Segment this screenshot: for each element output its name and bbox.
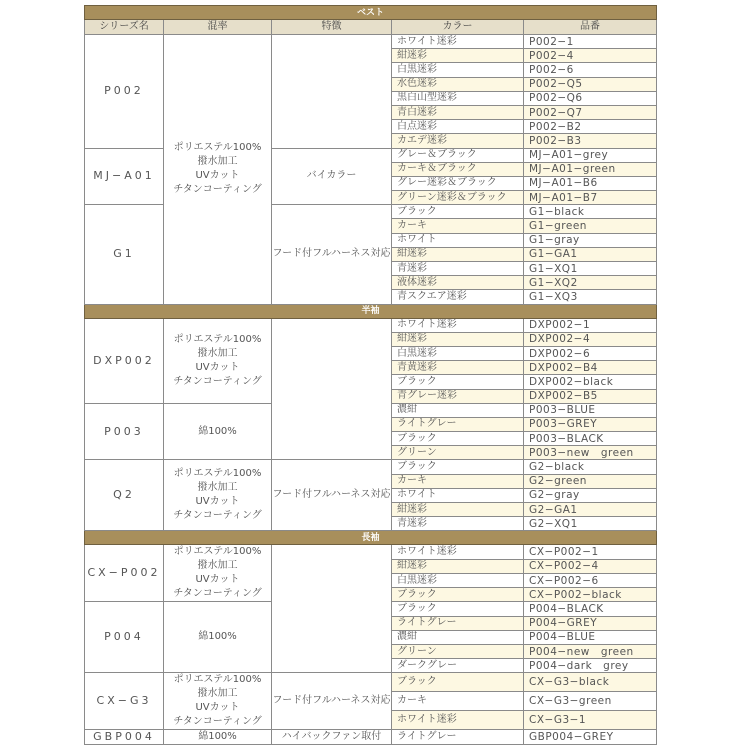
series-name: G1: [85, 205, 164, 304]
series-name: CX−G3: [85, 673, 164, 730]
product-code: P003−BLACK: [524, 432, 657, 446]
color-name: 青迷彩: [392, 262, 524, 276]
feature: フード付フルハーネス対応: [272, 673, 392, 730]
product-code: CX−G3−green: [524, 692, 657, 711]
feature: フード付フルハーネス対応: [272, 460, 392, 531]
product-code: P002−Q6: [524, 91, 657, 105]
product-code: DXP002−4: [524, 332, 657, 346]
blend-line: UVカット: [195, 702, 240, 714]
blend-line: UVカット: [195, 496, 240, 508]
product-code: P003−BLUE: [524, 403, 657, 417]
color-name: ブラック: [392, 588, 524, 602]
blend-line: 撥水加工: [197, 482, 238, 494]
color-name: 白黒迷彩: [392, 573, 524, 587]
product-code: P004−new green: [524, 644, 657, 658]
feature: ハイバックファン取付: [272, 730, 392, 745]
product-code: P004−GREY: [524, 616, 657, 630]
blend-line: 撥水加工: [197, 156, 238, 168]
blend-line: チタンコーティング: [173, 716, 262, 728]
blend-ratio: [164, 545, 272, 602]
series-name: CX−P002: [85, 545, 164, 602]
color-name: ブラック: [392, 375, 524, 389]
color-name: ライトグレー: [392, 730, 524, 745]
product-code: G1−XQ1: [524, 262, 657, 276]
series-name: GBP004: [85, 730, 164, 745]
product-code: DXP002−black: [524, 375, 657, 389]
product-code: DXP002−6: [524, 346, 657, 360]
color-name: ブラック: [392, 432, 524, 446]
product-code: G1−GA1: [524, 247, 657, 261]
product-code: P002−Q5: [524, 77, 657, 91]
product-code: P002−6: [524, 63, 657, 77]
color-name: 青迷彩: [392, 517, 524, 531]
column-header: シリーズ名: [85, 20, 164, 35]
product-code: CX−P002−4: [524, 559, 657, 573]
section-title: 半袖: [85, 304, 657, 318]
color-name: 白黒迷彩: [392, 346, 524, 360]
color-name: カーキ: [392, 219, 524, 233]
product-code: G2−black: [524, 460, 657, 474]
blend-ratio: [164, 403, 272, 460]
blend-ratio: [164, 318, 272, 403]
color-name: ブラック: [392, 460, 524, 474]
table-row: [85, 545, 657, 559]
color-name: 青黄迷彩: [392, 361, 524, 375]
blend-line: 撥水加工: [197, 560, 238, 572]
blend-ratio: [164, 673, 272, 730]
column-header-row: [85, 20, 657, 35]
column-header: カラー: [392, 20, 524, 35]
blend-line: 綿100%: [198, 631, 237, 643]
column-header: 特徴: [272, 20, 392, 35]
color-name: ダークグレー: [392, 659, 524, 673]
product-code: DXP002−B5: [524, 389, 657, 403]
blend-line: ポリエステル100%: [173, 142, 262, 154]
column-header: 混率: [164, 20, 272, 35]
blend-line: ポリエステル100%: [173, 674, 262, 686]
color-name: 紺迷彩: [392, 49, 524, 63]
color-name: 紺迷彩: [392, 559, 524, 573]
section-band: [85, 6, 657, 20]
table-row: [85, 460, 657, 474]
blend-line: 綿100%: [198, 425, 237, 437]
product-code: P002−1: [524, 35, 657, 49]
product-code: MJ−A01−grey: [524, 148, 657, 162]
product-code: MJ−A01−B7: [524, 191, 657, 205]
series-name: P004: [85, 602, 164, 673]
series-name: P002: [85, 35, 164, 149]
product-code: G1−XQ2: [524, 276, 657, 290]
product-code: P002−B3: [524, 134, 657, 148]
color-name: 紺迷彩: [392, 247, 524, 261]
section-title: ベスト: [85, 6, 657, 20]
product-code: P003−GREY: [524, 417, 657, 431]
blend-line: ポリエステル100%: [173, 546, 262, 558]
series-name: MJ−A01: [85, 148, 164, 205]
color-name: グリーン: [392, 644, 524, 658]
product-code: G1−XQ3: [524, 290, 657, 304]
color-name: カーキ＆ブラック: [392, 162, 524, 176]
blend-ratio: [164, 602, 272, 673]
color-name: 白黒迷彩: [392, 63, 524, 77]
blend-line: UVカット: [195, 574, 240, 586]
color-name: ライトグレー: [392, 417, 524, 431]
product-code: P002−4: [524, 49, 657, 63]
color-name: 白点迷彩: [392, 120, 524, 134]
color-name: ブラック: [392, 205, 524, 219]
color-name: ホワイト迷彩: [392, 35, 524, 49]
blend-line: チタンコーティング: [173, 510, 262, 522]
blend-line: チタンコーティング: [173, 184, 262, 196]
blend-ratio: [164, 460, 272, 531]
table-row: [85, 673, 657, 692]
product-code: MJ−A01−green: [524, 162, 657, 176]
product-code: G1−gray: [524, 233, 657, 247]
blend-line: UVカット: [195, 361, 240, 373]
color-name: カエデ迷彩: [392, 134, 524, 148]
product-code: P004−dark grey: [524, 659, 657, 673]
series-name: Q2: [85, 460, 164, 531]
color-name: ホワイト迷彩: [392, 318, 524, 332]
color-name: ホワイト迷彩: [392, 711, 524, 730]
table-row: [85, 35, 657, 49]
color-name: グリーン迷彩＆ブラック: [392, 191, 524, 205]
blend-line: ポリエステル100%: [173, 333, 262, 345]
color-name: ホワイト: [392, 233, 524, 247]
color-name: カーキ: [392, 692, 524, 711]
product-code: G2−gray: [524, 488, 657, 502]
product-code: P002−B2: [524, 120, 657, 134]
product-code: G1−green: [524, 219, 657, 233]
product-code: G2−GA1: [524, 503, 657, 517]
color-name: 青グレー迷彩: [392, 389, 524, 403]
product-code: GBP004−GREY: [524, 730, 657, 745]
color-name: 紺迷彩: [392, 503, 524, 517]
product-code: CX−P002−1: [524, 545, 657, 559]
product-code: P004−BLACK: [524, 602, 657, 616]
color-name: 青白迷彩: [392, 105, 524, 119]
blend-ratio: [164, 730, 272, 745]
color-name: 液体迷彩: [392, 276, 524, 290]
section-title: 長袖: [85, 531, 657, 545]
blend-line: 綿100%: [198, 731, 237, 743]
blend-ratio: [164, 35, 272, 305]
column-header: 品番: [524, 20, 657, 35]
blend-line: 撥水加工: [197, 688, 238, 700]
color-name: グレー迷彩＆ブラック: [392, 176, 524, 190]
product-code: DXP002−B4: [524, 361, 657, 375]
color-name: 濃紺: [392, 403, 524, 417]
color-name: 黒白山型迷彩: [392, 91, 524, 105]
feature: [272, 318, 392, 460]
blend-line: 撥水加工: [197, 347, 238, 359]
table-row: [85, 730, 657, 745]
table-row: [85, 318, 657, 332]
product-code: P002−Q7: [524, 105, 657, 119]
feature: [272, 545, 392, 673]
product-code: MJ−A01−B6: [524, 176, 657, 190]
color-name: 紺迷彩: [392, 332, 524, 346]
color-name: 青スクエア迷彩: [392, 290, 524, 304]
series-name: DXP002: [85, 318, 164, 403]
product-code: CX−G3−black: [524, 673, 657, 692]
color-name: ホワイト: [392, 488, 524, 502]
color-name: ブラック: [392, 673, 524, 692]
color-name: 濃紺: [392, 630, 524, 644]
product-code: G2−XQ1: [524, 517, 657, 531]
blend-line: チタンコーティング: [173, 375, 262, 387]
section-band: [85, 531, 657, 545]
product-code: CX−P002−6: [524, 573, 657, 587]
product-code: G2−green: [524, 474, 657, 488]
blend-line: ポリエステル100%: [173, 468, 262, 480]
product-table: [84, 5, 657, 745]
product-code: DXP002−1: [524, 318, 657, 332]
color-name: ブラック: [392, 602, 524, 616]
feature: フード付フルハーネス対応: [272, 205, 392, 304]
section-band: [85, 304, 657, 318]
product-code: CX−G3−1: [524, 711, 657, 730]
product-code: P003−new green: [524, 446, 657, 460]
feature: バイカラー: [272, 148, 392, 205]
product-code: G1−black: [524, 205, 657, 219]
color-name: 水色迷彩: [392, 77, 524, 91]
feature: [272, 35, 392, 149]
product-code: P004−BLUE: [524, 630, 657, 644]
blend-line: チタンコーティング: [173, 588, 262, 600]
blend-line: UVカット: [195, 170, 240, 182]
series-name: P003: [85, 403, 164, 460]
color-name: グレー＆ブラック: [392, 148, 524, 162]
color-name: カーキ: [392, 474, 524, 488]
color-name: ホワイト迷彩: [392, 545, 524, 559]
product-code: CX−P002−black: [524, 588, 657, 602]
color-name: ライトグレー: [392, 616, 524, 630]
color-name: グリーン: [392, 446, 524, 460]
